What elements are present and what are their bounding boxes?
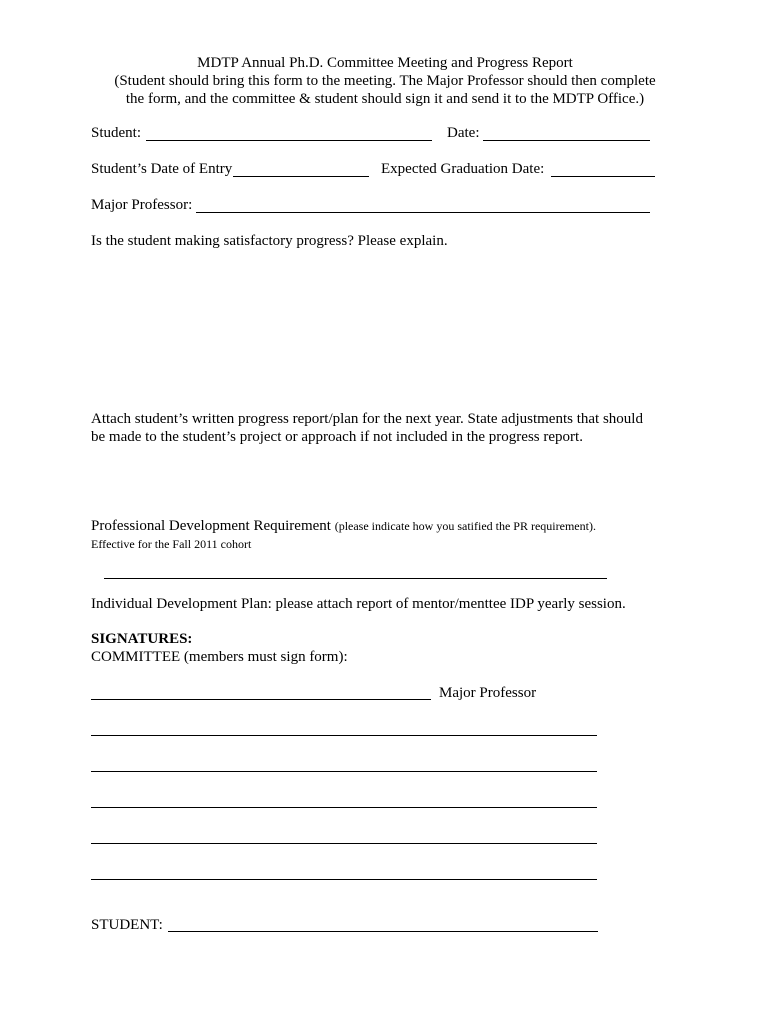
entry-date-field[interactable] bbox=[233, 160, 369, 177]
attach-report-instruction-line-1: Attach student’s written progress report/plan for the next year. State adjustments that should bbox=[91, 411, 643, 427]
pd-requirement-heading bbox=[91, 518, 596, 535]
progress-question: Is the student making satisfactory progress? Please explain. bbox=[91, 233, 448, 249]
signature-line-committee-4[interactable] bbox=[91, 827, 597, 844]
major-professor-signature-caption: Major Professor bbox=[439, 685, 537, 701]
idp-instruction: Individual Development Plan: please attach report of mentor/menttee IDP yearly session. bbox=[91, 596, 626, 612]
graduation-date-label: Expected Graduation Date: bbox=[381, 161, 545, 177]
signature-line-committee-2[interactable] bbox=[91, 755, 597, 772]
progress-answer-area[interactable] bbox=[91, 254, 651, 394]
student-label: Student: bbox=[91, 125, 142, 141]
student-signature-label: STUDENT: bbox=[91, 917, 163, 933]
pd-requirement-field[interactable] bbox=[104, 562, 607, 579]
major-professor-field[interactable] bbox=[196, 196, 650, 213]
major-professor-label: Major Professor: bbox=[91, 197, 193, 213]
attach-report-instruction-line-2: be made to the student’s project or approach if not included in the progress report. bbox=[91, 429, 583, 445]
student-name-field[interactable] bbox=[146, 124, 432, 141]
form-instructions-line-1: (Student should bring this form to the meeting. The Major Professor should then complete bbox=[114, 73, 656, 89]
pd-effective-note: Effective for the Fall 2011 cohort bbox=[91, 537, 252, 551]
signature-line-student[interactable] bbox=[168, 915, 598, 932]
signature-line-committee-5[interactable] bbox=[91, 863, 597, 880]
signature-line-committee-3[interactable] bbox=[91, 791, 597, 808]
signatures-heading: SIGNATURES: bbox=[91, 631, 193, 647]
form-title: MDTP Annual Ph.D. Committee Meeting and Progress Report bbox=[197, 55, 573, 71]
graduation-date-field[interactable] bbox=[551, 160, 655, 177]
pd-requirement-label: Professional Development Requirement bbox=[91, 518, 331, 534]
pd-requirement-note: (please indicate how you satified the PR requirement). bbox=[334, 519, 596, 533]
date-label: Date: bbox=[447, 125, 480, 141]
form-instructions-line-2: the form, and the committee & student should sign it and send it to the MDTP Office.) bbox=[125, 91, 645, 107]
signature-line-committee-1[interactable] bbox=[91, 719, 597, 736]
signature-line-major-professor[interactable] bbox=[91, 683, 431, 700]
date-field[interactable] bbox=[483, 124, 650, 141]
entry-date-label: Student’s Date of Entry bbox=[91, 161, 233, 177]
committee-label: COMMITTEE (members must sign form): bbox=[91, 649, 348, 665]
